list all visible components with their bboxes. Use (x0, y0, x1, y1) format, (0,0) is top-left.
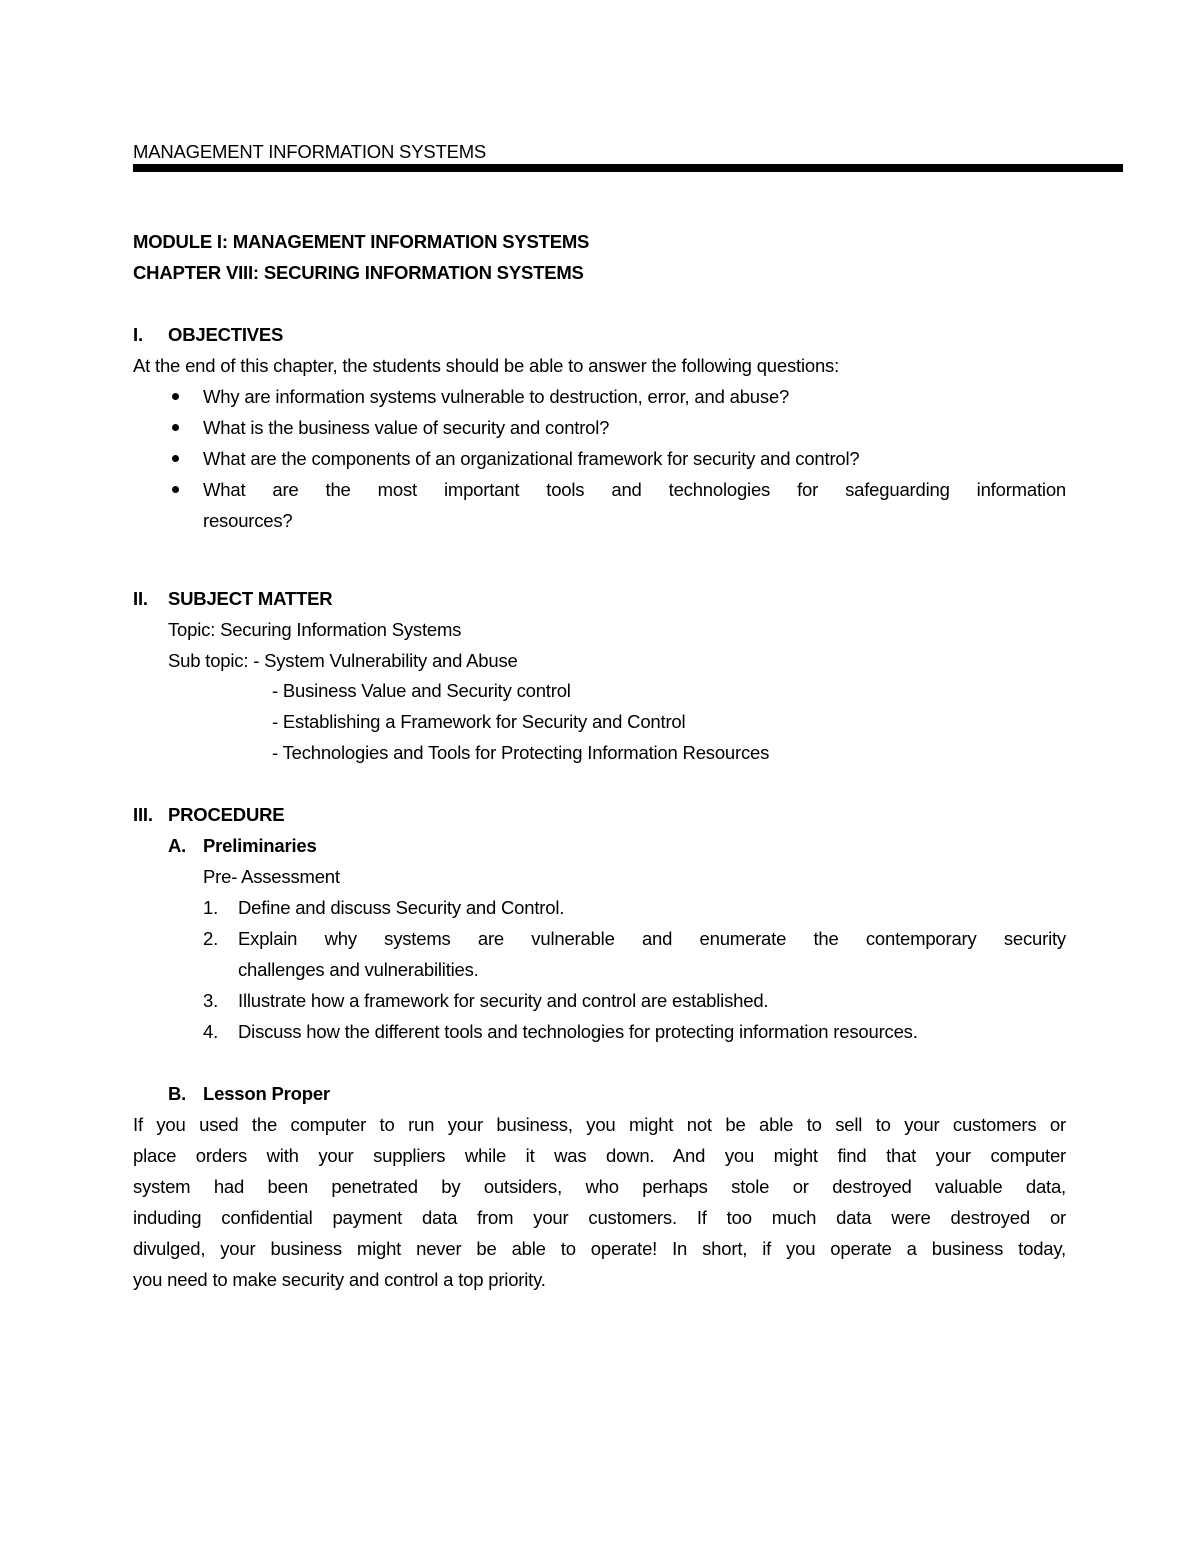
subsection-heading-lesson-proper: Lesson Proper (203, 1083, 330, 1104)
lesson-paragraph-line: If you used the computer to run your business, you might not be able to sell to your customers or (133, 1114, 1066, 1135)
section-number: III. (133, 804, 153, 825)
assessment-item: Define and discuss Security and Control. (238, 897, 565, 918)
assessment-item: Explain why systems are vulnerable and enumerate the contemporary security (238, 928, 1066, 949)
item-number: 2. (203, 928, 219, 949)
section-heading-procedure: PROCEDURE (168, 804, 285, 825)
section-number: I. (133, 324, 143, 345)
section-heading-objectives: OBJECTIVES (168, 324, 284, 345)
module-title: MODULE I: MANAGEMENT INFORMATION SYSTEMS (133, 231, 590, 252)
pre-assessment-label: Pre- Assessment (203, 866, 340, 887)
subsection-letter: B. (168, 1083, 187, 1104)
section-heading-subject-matter: SUBJECT MATTER (168, 588, 333, 609)
item-number: 1. (203, 897, 219, 918)
bullet-icon (172, 455, 179, 462)
chapter-title: CHAPTER VIII: SECURING INFORMATION SYSTEMS (133, 262, 584, 283)
objective-item: Why are information systems vulnerable to destruction, error, and abuse? (203, 386, 790, 407)
subtopic-item: - Business Value and Security control (272, 680, 571, 701)
subtopic-item: - Establishing a Framework for Security and Control (272, 711, 686, 732)
bullet-icon (172, 486, 179, 493)
objective-item: What are the most important tools and technologies for safeguarding information (203, 479, 1066, 500)
objective-item-continued: resources? (203, 510, 293, 531)
bullet-icon (172, 393, 179, 400)
objectives-intro: At the end of this chapter, the students should be able to answer the following questions: (133, 355, 840, 376)
objective-item: What are the components of an organizational framework for security and control? (203, 448, 860, 469)
item-number: 4. (203, 1021, 219, 1042)
document-header: MANAGEMENT INFORMATION SYSTEMS (133, 141, 487, 162)
topic: Topic: Securing Information Systems (168, 619, 462, 640)
lesson-paragraph-line: system had been penetrated by outsiders, who perhaps stole or destroyed valuable data, (133, 1176, 1066, 1197)
assessment-item: Discuss how the different tools and technologies for protecting information resources. (238, 1021, 918, 1042)
lesson-paragraph-line: induding confidential payment data from your customers. If too much data were destroyed or (133, 1207, 1066, 1228)
bullet-icon (172, 424, 179, 431)
lesson-paragraph-line: divulged, your business might never be able to operate! In short, if you operate a business today, (133, 1238, 1066, 1259)
subsection-heading-preliminaries: Preliminaries (203, 835, 317, 856)
objective-item: What is the business value of security and control? (203, 417, 610, 438)
header-rule (133, 164, 1123, 172)
assessment-item: Illustrate how a framework for security and control are established. (238, 990, 769, 1011)
subtopic: Sub topic: - System Vulnerability and Abuse (168, 650, 518, 671)
lesson-paragraph-line: place orders with your suppliers while it was down. And you might find that your computer (133, 1145, 1066, 1166)
item-number: 3. (203, 990, 219, 1011)
assessment-item-continued: challenges and vulnerabilities. (238, 959, 479, 980)
lesson-paragraph-line: you need to make security and control a top priority. (133, 1269, 546, 1290)
subsection-letter: A. (168, 835, 187, 856)
subtopic-item: - Technologies and Tools for Protecting Information Resources (272, 742, 770, 763)
section-number: II. (133, 588, 148, 609)
